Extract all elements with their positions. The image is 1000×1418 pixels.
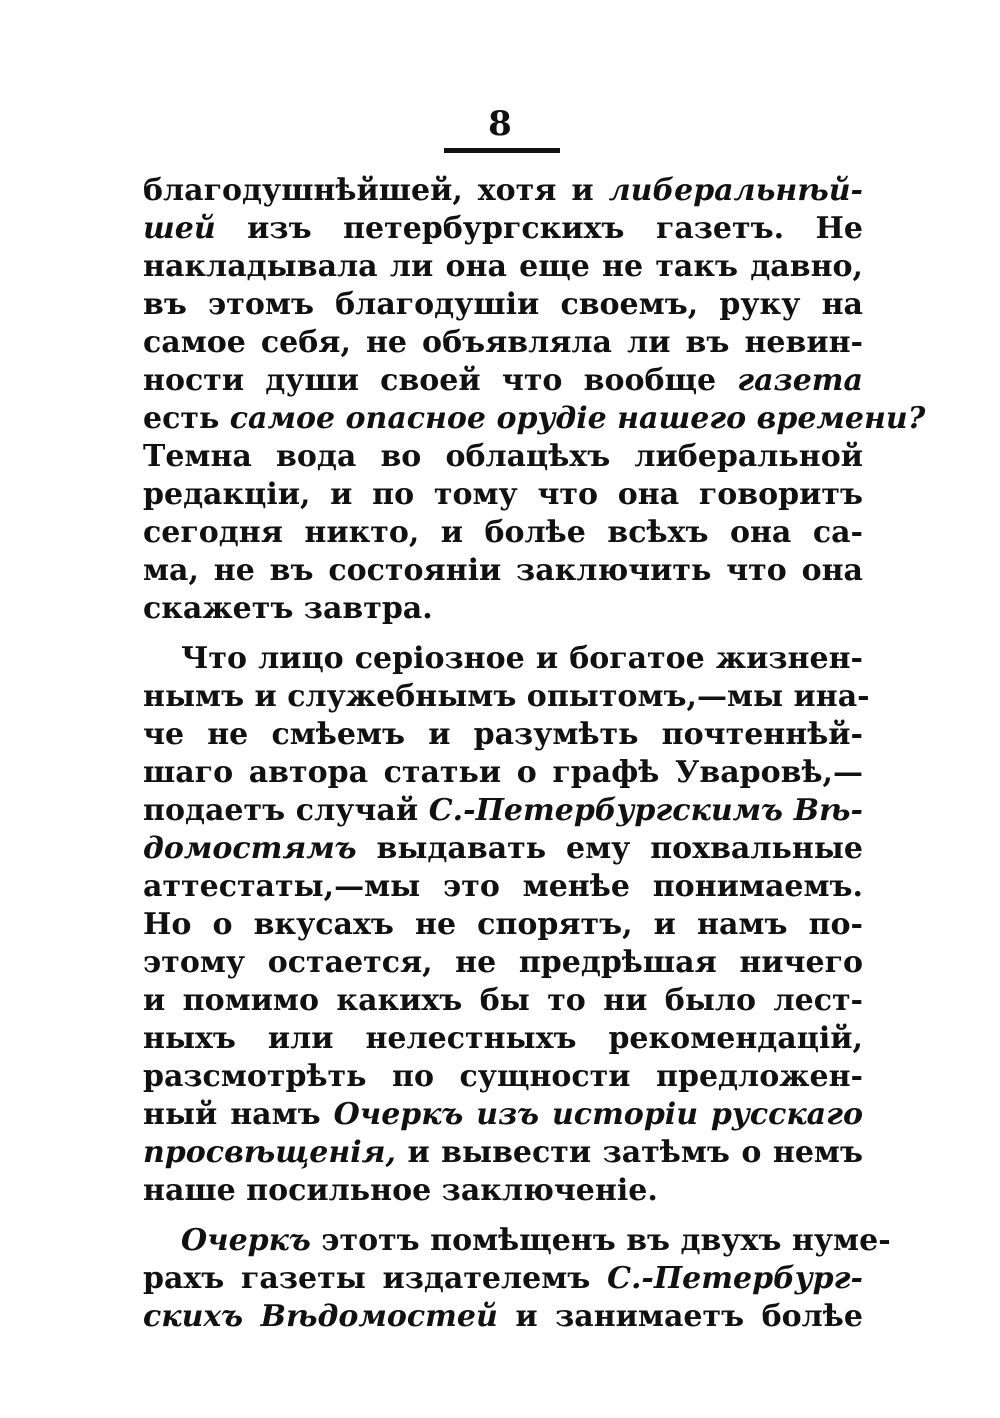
- text-segment: ныхъ или нелестныхъ рекомендацій,: [143, 1021, 863, 1056]
- body-text: [143, 172, 926, 1336]
- text-line: [143, 210, 863, 248]
- text-segment: наше посильное заключеніе.: [143, 1173, 658, 1208]
- text-line: [143, 1020, 863, 1058]
- text-line: [143, 1058, 863, 1096]
- text-segment: аттестаты,—мы это менѣе понимаемъ.: [143, 869, 863, 904]
- text-segment: и занимаетъ болѣе: [497, 1299, 863, 1334]
- text-segment: самое себя, не объявляла ли въ невин-: [143, 325, 863, 360]
- text-segment: че не смѣемъ и разумѣть почтеннѣй-: [143, 717, 863, 752]
- text-segment: въ этомъ благодушіи своемъ, руку на: [143, 287, 863, 322]
- text-line: [143, 362, 863, 400]
- text-segment: Темна вода во облацѣхъ либеральной: [143, 439, 863, 474]
- text-line: [143, 1222, 891, 1260]
- italic-text: скихъ Вѣдомостей: [143, 1299, 498, 1334]
- text-line: [143, 982, 863, 1020]
- italic-text: шей: [143, 211, 216, 246]
- italic-text: Очеркъ изъ исторіи русскаго: [333, 1097, 864, 1132]
- page-number-rule: [444, 148, 560, 153]
- text-line: [143, 286, 863, 324]
- text-segment: накладывала ли она еще не такъ давно,: [143, 249, 863, 284]
- italic-text: просвѣщенія,: [143, 1135, 396, 1170]
- text-line: [143, 552, 863, 590]
- text-line: [143, 792, 863, 830]
- text-line: [143, 716, 863, 754]
- text-line: [143, 1298, 863, 1336]
- text-line: [143, 868, 863, 906]
- text-line: [143, 1134, 863, 1172]
- text-segment: нымъ и служебнымъ опытомъ,—мы ина-: [143, 679, 870, 714]
- text-segment: сегодня никто, и болѣе всѣхъ она са-: [143, 515, 863, 550]
- text-line: [143, 514, 863, 552]
- italic-text: С.-Петербург-: [607, 1261, 863, 1296]
- text-segment: Что лицо серіозное и богатое жизнен-: [181, 641, 863, 676]
- text-segment: шаго автора статьи о графѣ Уваровѣ,—: [143, 755, 863, 790]
- text-line: [143, 590, 863, 628]
- italic-text: домостямъ: [143, 831, 357, 866]
- italic-text: либеральнѣй-: [608, 173, 863, 208]
- text-segment: ма, не въ состояніи заключить что она: [143, 553, 863, 588]
- text-segment: скажетъ завтра.: [143, 591, 433, 626]
- text-line: [143, 1096, 863, 1134]
- text-line: [143, 906, 863, 944]
- text-segment: изъ петербургскихъ газетъ. Не: [215, 211, 863, 246]
- text-segment: подаетъ случай: [143, 793, 429, 828]
- page-number: 8: [488, 104, 512, 144]
- text-line: [143, 400, 926, 438]
- text-line: [143, 438, 863, 476]
- text-line: [143, 248, 863, 286]
- text-line: [143, 830, 863, 868]
- text-line: [143, 640, 863, 678]
- text-line: [143, 172, 863, 210]
- text-line: [143, 678, 870, 716]
- text-segment: редакціи, и по тому что она говоритъ: [143, 477, 863, 512]
- text-segment: есть: [143, 401, 230, 436]
- text-segment: благодушнѣйшей, хотя и: [143, 173, 609, 208]
- text-line: [143, 324, 863, 362]
- text-segment: ности души своей что вообще: [143, 363, 738, 398]
- text-segment: Но о вкусахъ не спорятъ, и намъ по-: [143, 907, 863, 942]
- text-segment: выдавать ему похвальные: [356, 831, 863, 866]
- text-segment: рахъ газеты издателемъ: [143, 1261, 608, 1296]
- text-line: [143, 1172, 863, 1210]
- text-line: [143, 476, 863, 514]
- text-line: [143, 754, 863, 792]
- text-segment: ный намъ: [143, 1097, 334, 1132]
- italic-text: С.-Петербургскимъ Вѣ-: [428, 793, 863, 828]
- text-segment: этому остается, не предрѣшая ничего: [143, 945, 863, 980]
- text-line: [143, 1260, 863, 1298]
- italic-text: Очеркъ: [181, 1223, 311, 1258]
- text-line: [143, 944, 863, 982]
- italic-text: газета: [737, 363, 863, 398]
- text-segment: и помимо какихъ бы то ни было лест-: [143, 983, 863, 1018]
- text-segment: и вывести затѣмъ о немъ: [395, 1135, 863, 1170]
- text-segment: разсмотрѣть по сущности предложен-: [143, 1059, 863, 1094]
- text-segment: этотъ помѣщенъ въ двухъ нуме-: [310, 1223, 891, 1258]
- italic-text: самое опасное орудіе нашего времени?: [229, 401, 926, 436]
